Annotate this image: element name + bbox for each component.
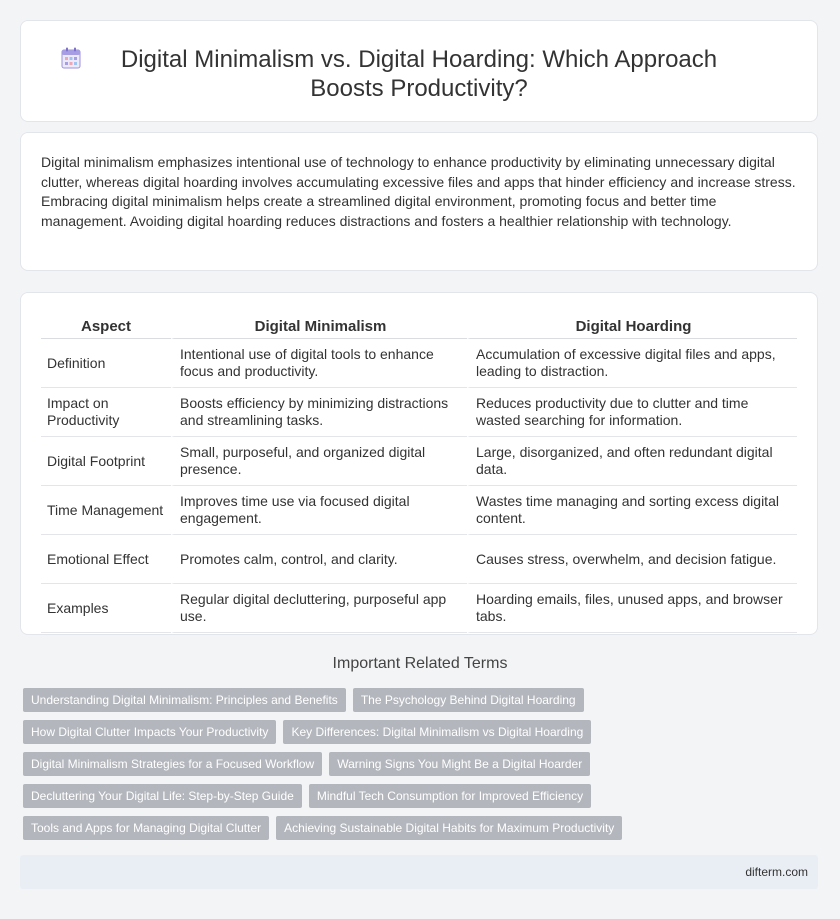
related-terms-list (23, 688, 823, 848)
header-aspect: Aspect (41, 315, 171, 339)
table-row (41, 437, 797, 486)
comparison-table (41, 315, 797, 633)
row-aspect: Digital Footprint (41, 437, 171, 486)
related-terms-title: Important Related Terms (332, 655, 508, 672)
tag-row (23, 752, 823, 784)
footer (20, 855, 818, 889)
table-row (41, 535, 797, 584)
intro-card (20, 132, 818, 271)
related-term-link[interactable]: Mindful Tech Consumption for Improved Efficiency (309, 784, 591, 808)
footer-site-link[interactable]: difterm.com (745, 865, 808, 879)
row-aspect: Time Management (41, 486, 171, 535)
comparison-card (20, 292, 818, 635)
intro-text: Digital minimalism emphasizes intentional use of technology to enhance productivity by eliminating unnecessary digital clutter, whereas digital hoarding involves accumulating excessive files and apps that hinder efficiency and increase stress. Embracing digital minimalism helps create a streamlined digital environment, promoting focus and better time management. Avoiding digital hoarding reduces distractions and fosters a healthier relationship with technology. (41, 154, 796, 229)
row-hoarding: Accumulation of excessive digital files and apps, leading to distraction. (467, 339, 797, 388)
table-row (41, 584, 797, 633)
related-term-link[interactable]: How Digital Clutter Impacts Your Productivity (23, 720, 276, 744)
related-term-link[interactable]: Digital Minimalism Strategies for a Focused Workflow (23, 752, 322, 776)
tag-row (23, 816, 823, 848)
row-minimalism: Regular digital decluttering, purposeful app use. (171, 584, 467, 633)
row-minimalism: Intentional use of digital tools to enhance focus and productivity. (171, 339, 467, 388)
header-card (20, 20, 818, 122)
row-minimalism: Small, purposeful, and organized digital presence. (171, 437, 467, 486)
related-term-link[interactable]: The Psychology Behind Digital Hoarding (353, 688, 584, 712)
table-row (41, 339, 797, 388)
related-term-link[interactable]: Achieving Sustainable Digital Habits for Maximum Productivity (276, 816, 622, 840)
row-hoarding: Causes stress, overwhelm, and decision fatigue. (467, 535, 797, 584)
row-aspect: Examples (41, 584, 171, 633)
table-row (41, 486, 797, 535)
tag-row (23, 784, 823, 816)
tag-row (23, 720, 823, 752)
table-row (41, 388, 797, 437)
related-term-link[interactable]: Understanding Digital Minimalism: Principles and Benefits (23, 688, 346, 712)
row-hoarding: Reduces productivity due to clutter and time wasted searching for information. (467, 388, 797, 437)
row-aspect: Emotional Effect (41, 535, 171, 584)
header-digital-hoarding: Digital Hoarding (467, 315, 797, 339)
table-header-row (41, 315, 797, 339)
tag-row (23, 688, 823, 720)
row-minimalism: Promotes calm, control, and clarity. (171, 535, 467, 584)
row-minimalism: Improves time use via focused digital engagement. (171, 486, 467, 535)
row-minimalism: Boosts efficiency by minimizing distractions and streamlining tasks. (171, 388, 467, 437)
row-hoarding: Hoarding emails, files, unused apps, and browser tabs. (467, 584, 797, 633)
related-term-link[interactable]: Warning Signs You Might Be a Digital Hoarder (329, 752, 590, 776)
related-term-link[interactable]: Tools and Apps for Managing Digital Clutter (23, 816, 269, 840)
page-title: Digital Minimalism vs. Digital Hoarding: Which Approach Boosts Productivity? (120, 46, 718, 102)
header-digital-minimalism: Digital Minimalism (171, 315, 467, 339)
row-aspect: Impact on Productivity (41, 388, 171, 437)
row-aspect: Definition (41, 339, 171, 388)
related-term-link[interactable]: Decluttering Your Digital Life: Step-by-Step Guide (23, 784, 302, 808)
row-hoarding: Wastes time managing and sorting excess digital content. (467, 486, 797, 535)
related-term-link[interactable]: Key Differences: Digital Minimalism vs Digital Hoarding (283, 720, 591, 744)
row-hoarding: Large, disorganized, and often redundant digital data. (467, 437, 797, 486)
calendar-grid-icon (61, 47, 81, 69)
